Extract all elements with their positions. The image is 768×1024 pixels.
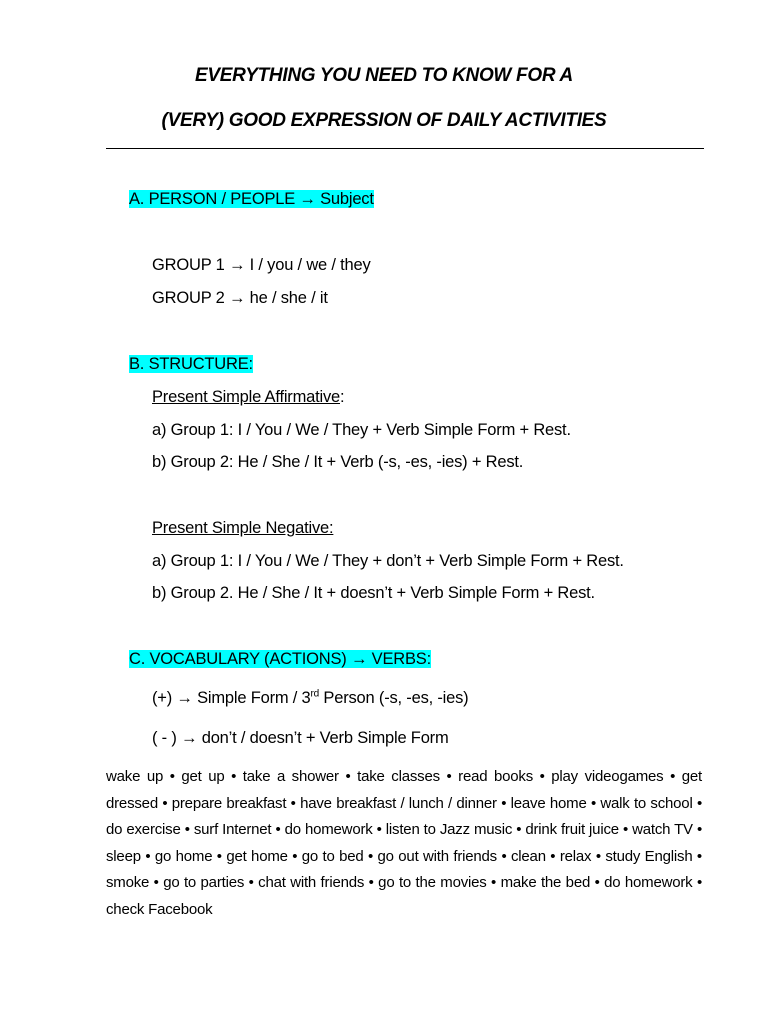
section-c-heading-text: C. VOCABULARY (ACTIONS) → VERBS:: [129, 650, 431, 668]
negative-subheading: [152, 517, 333, 539]
ordinal-superscript: rd: [310, 688, 320, 700]
group-2-subjects: GROUP 2 → he / she / it: [152, 289, 328, 307]
affirmative-subheading: [152, 386, 344, 408]
vocabulary-paragraph: wake up • get up • take a shower • take classes • read books • play videogames • get dressed • prepare breakfast • have breakfast / lunch / dinner • leave home • walk to school • do exercise • surf Internet • do homework • listen to Jazz music • drink fruit juice • watch TV • sleep • go home • get home • go to bed • go out with friends • clean • relax • study English • smoke • go to parties • chat with friends • go to the movies • make the bed • do homework • check Facebook: [106, 768, 702, 918]
section-a-heading-text: A. PERSON / PEOPLE → Subject: [129, 190, 374, 208]
affirmative-subheading-text: Present Simple Affirmative: [152, 388, 340, 406]
negative-subheading-text: Present Simple Negative:: [152, 519, 334, 537]
title-divider: [106, 148, 704, 149]
positive-form-prefix: (+) → Simple Form / 3: [152, 689, 311, 707]
section-b-heading: [129, 353, 253, 375]
affirmative-subheading-colon: :: [340, 388, 345, 406]
positive-form-rule: [152, 687, 468, 709]
group-1-subjects: GROUP 1 → I / you / we / they: [152, 256, 371, 274]
section-a-heading: [129, 188, 374, 210]
negative-rule-a: a) Group 1: I / You / We / They + don’t + Verb Simple Form + Rest.: [152, 552, 624, 570]
affirmative-rule-a: a) Group 1: I / You / We / They + Verb Simple Form + Rest.: [152, 421, 571, 439]
document-title-line-1: EVERYTHING YOU NEED TO KNOW FOR A: [195, 65, 573, 86]
negative-form-rule: ( - ) → don’t / doesn’t + Verb Simple Form: [152, 729, 449, 747]
negative-rule-b: b) Group 2. He / She / It + doesn’t + Verb Simple Form + Rest.: [152, 584, 595, 602]
section-c-heading: [129, 648, 431, 670]
affirmative-rule-b: b) Group 2: He / She / It + Verb (-s, -es, -ies) + Rest.: [152, 453, 524, 471]
document-title-line-2: (VERY) GOOD EXPRESSION OF DAILY ACTIVITIES: [161, 110, 607, 131]
section-b-heading-text: B. STRUCTURE:: [129, 355, 253, 373]
positive-form-suffix: Person (-s, -es, -ies): [319, 689, 469, 707]
